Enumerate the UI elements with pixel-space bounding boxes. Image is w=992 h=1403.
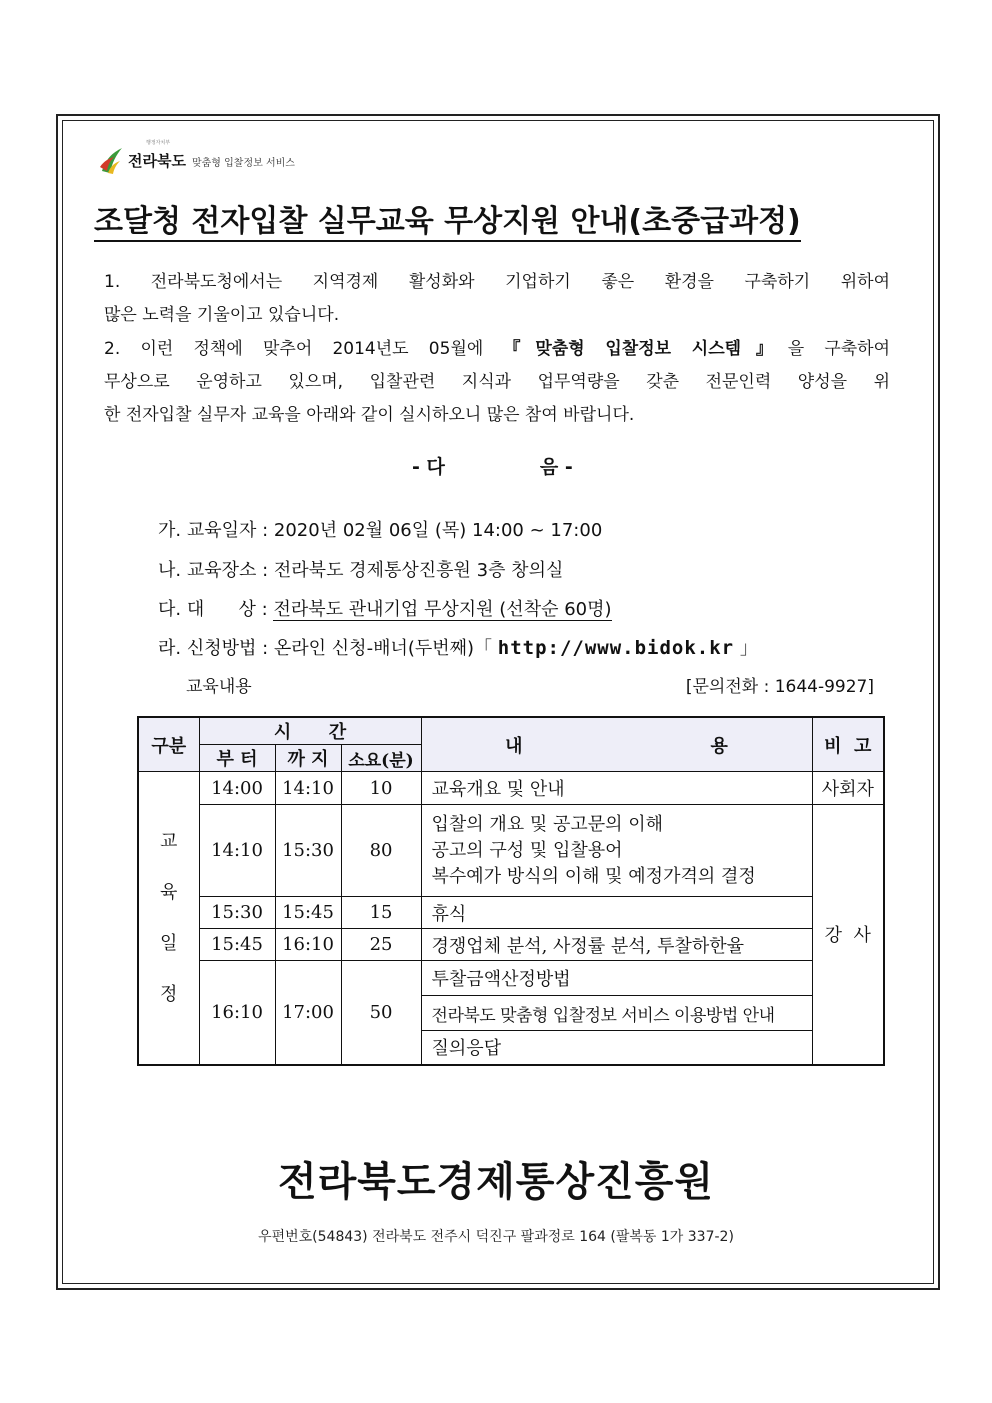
cell-content: 휴식 bbox=[421, 897, 812, 929]
schedule-table bbox=[137, 716, 885, 1066]
header-time: 시 간 bbox=[199, 717, 421, 745]
table-row bbox=[138, 805, 884, 897]
logo-tiny-text: 행정자치부 bbox=[146, 140, 171, 146]
page-title: 조달청 전자입찰 실무교육 무상지원 안내(초중급과정) bbox=[94, 196, 884, 240]
item-place: 나. 교육장소 : 전라북도 경제통상진흥원 3층 창의실 bbox=[158, 560, 564, 581]
cell-from: 16:10 bbox=[199, 961, 275, 1065]
header-from: 부 터 bbox=[199, 745, 275, 772]
cell-duration: 15 bbox=[341, 897, 421, 929]
cell-note-lecturer: 강 사 bbox=[812, 805, 884, 1065]
paragraph-1-line-1: 1. 전라북도청에서는 지역경제 활성화와 기업하기 좋은 환경을 구축하기 위하여 bbox=[104, 272, 890, 292]
cell-content: 전라북도 맞춤형 입찰정보 서비스 이용방법 안내 bbox=[421, 996, 812, 1031]
cell-content: 질의응답 bbox=[421, 1031, 812, 1065]
logo bbox=[98, 142, 295, 178]
paragraph-1-line-2: 많은 노력을 기울이고 있습니다. bbox=[104, 305, 340, 325]
cell-to: 17:00 bbox=[275, 961, 341, 1065]
cell-content: 경쟁업체 분석, 사정률 분석, 투찰하한율 bbox=[421, 929, 812, 961]
system-name: 『맞춤형 입찰정보 시스템』 bbox=[503, 339, 788, 359]
cell-content: 투찰금액산정방법 bbox=[421, 961, 812, 996]
paragraph-2-line-3: 한 전자입찰 실무자 교육을 아래와 같이 실시하오니 많은 참여 바랍니다. bbox=[104, 405, 635, 425]
cell-to: 14:10 bbox=[275, 772, 341, 805]
cell-from: 14:00 bbox=[199, 772, 275, 805]
logo-name: 전라북도 bbox=[128, 151, 186, 170]
cell-to: 16:10 bbox=[275, 929, 341, 961]
jeonbuk-logo-icon bbox=[98, 145, 124, 175]
contact-phone: [문의전화 : 1644-9927] bbox=[685, 677, 874, 697]
cell-duration: 50 bbox=[341, 961, 421, 1065]
header-to: 까 지 bbox=[275, 745, 341, 772]
cell-duration: 25 bbox=[341, 929, 421, 961]
category-cell: 교 육 일 정 bbox=[138, 772, 199, 1065]
address: 우편번호(54843) 전라북도 전주시 덕진구 팔과정로 164 (팔복동 1가 337-2) bbox=[258, 1229, 734, 1245]
cell-note: 사회자 bbox=[812, 772, 884, 805]
cell-from: 14:10 bbox=[199, 805, 275, 897]
item-method: 라. 신청방법 : 온라인 신청-배너(두번째)「 http://www.bidok.kr 」 bbox=[158, 637, 758, 659]
cell-duration: 10 bbox=[341, 772, 421, 805]
cell-content: 교육개요 및 안내 bbox=[421, 772, 812, 805]
cell-duration: 80 bbox=[341, 805, 421, 897]
bidok-link[interactable]: http://www.bidok.kr bbox=[497, 637, 735, 659]
header-note: 비 고 bbox=[812, 717, 884, 772]
table-row bbox=[138, 961, 884, 996]
header-duration: 소요(분) bbox=[341, 745, 421, 772]
paragraph-2-line-2: 무상으로 운영하고 있으며, 입찰관련 지식과 업무역량을 갖춘 전문인력 양성을 위 bbox=[104, 372, 890, 392]
cell-from: 15:30 bbox=[199, 897, 275, 929]
table-row bbox=[138, 897, 884, 929]
logo-service: 맞춤형 입찰정보 서비스 bbox=[191, 158, 295, 169]
cell-to: 15:30 bbox=[275, 805, 341, 897]
item-target: 다. 대 상 : 전라북도 관내기업 무상지원 (선착순 60명) bbox=[158, 599, 612, 620]
item-date: 가. 교육일자 : 2020년 02월 06일 (목) 14:00 ~ 17:00 bbox=[158, 520, 603, 541]
header-content: 내 용 bbox=[421, 717, 812, 772]
paragraph-2-line-1: 2. 이런 정책에 맞추어 2014년도 05월에 『맞춤형 입찰정보 시스템』을 구축하여 bbox=[104, 339, 891, 359]
cell-from: 15:45 bbox=[199, 929, 275, 961]
section-heading: - 다 음 - bbox=[412, 456, 573, 478]
content-caption: 교육내용 bbox=[186, 677, 252, 697]
table-row bbox=[138, 929, 884, 961]
cell-to: 15:45 bbox=[275, 897, 341, 929]
organization-name: 전라북도경제통상진흥원 bbox=[277, 1159, 715, 1205]
cell-content: 입찰의 개요 및 공고문의 이해 공고의 구성 및 입찰용어 복수예가 방식의 이해 및 예정가격의 결정 bbox=[421, 805, 812, 897]
table-row bbox=[138, 772, 884, 805]
header-category: 구분 bbox=[138, 717, 199, 772]
